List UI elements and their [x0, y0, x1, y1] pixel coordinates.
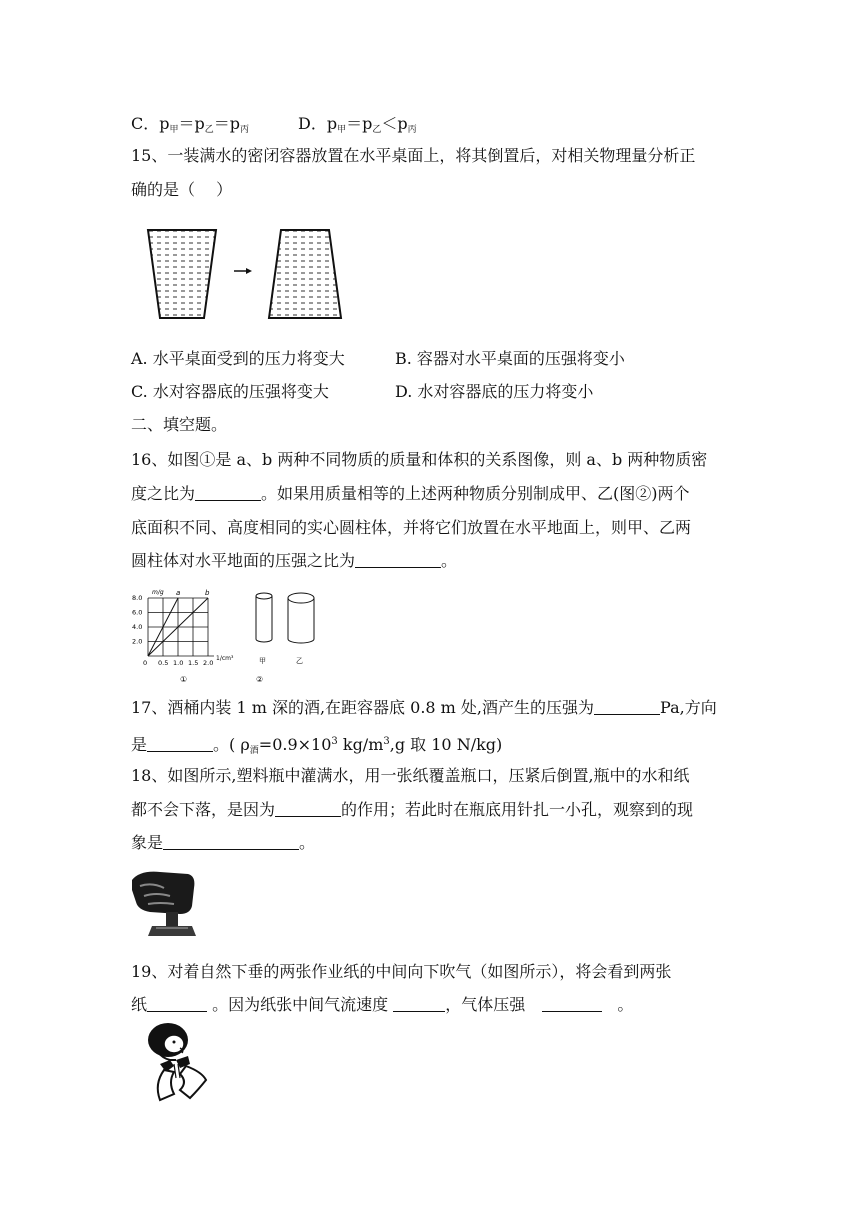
q15-option-b: B. 容器对水平桌面的压强将变小 [395, 349, 625, 368]
q17-blank-2[interactable] [147, 735, 213, 752]
q18-line1: 18、如图所示,塑料瓶中灌满水，用一张纸覆盖瓶口，压紧后倒置,瓶中的水和纸 [131, 766, 690, 785]
q16-blank-1[interactable] [195, 484, 261, 501]
xtick: 1.0 [173, 659, 184, 667]
x-axis-unit: 1/cm³ [216, 655, 234, 662]
paper-right [180, 1066, 206, 1098]
q14-option-d: D．$p_甲=p_乙<p_丙$ [298, 114, 417, 135]
q19-line2: 纸 。因为纸张中间气流速度 ，气体压强 。 [131, 995, 634, 1014]
q18-blank-1[interactable] [275, 800, 341, 817]
paper-left [158, 1070, 174, 1100]
cylinder-jia-label: 甲 [259, 657, 266, 665]
xtick: 1.5 [188, 659, 199, 667]
q16-figure [128, 584, 328, 686]
xtick: 2.0 [203, 659, 214, 667]
q18-bottle-figure [130, 866, 200, 942]
xtick: 0 [143, 659, 148, 667]
q16-blank-2[interactable] [355, 551, 441, 568]
cylinder-jia [256, 596, 272, 642]
q14-option-c: C．$p_甲=p_乙=p_丙$ [131, 114, 250, 135]
q19-blank-3[interactable] [542, 995, 602, 1012]
ytick: 6.0 [132, 608, 143, 617]
label-a: a [176, 589, 181, 597]
container-inverted [269, 230, 341, 318]
q15-stem-line2: 确的是（ ） [131, 180, 233, 199]
ytick: 4.0 [132, 623, 143, 631]
q18-line3: 象是 。 [131, 833, 316, 852]
q19-blank-1[interactable] [147, 995, 207, 1012]
section-title: 二、填空题。 [131, 415, 228, 434]
ytick: 8.0 [132, 594, 143, 602]
label-b: b [205, 589, 210, 597]
q15-container-figure [140, 222, 360, 322]
q19-blank-2[interactable] [393, 995, 445, 1012]
y-axis-label: m/g [152, 589, 164, 596]
cylinders-figure [256, 593, 314, 643]
figure-1-label: ① [180, 675, 188, 684]
q15-option-c: C. 水对容器底的压强将变大 [131, 382, 329, 401]
q18-line2: 都不会下落，是因为 的作用；若此时在瓶底用针扎一小孔，观察到的现 [131, 800, 694, 819]
hand-icon [132, 872, 194, 914]
q15-option-d: D. 水对容器底的压力将变小 [395, 382, 594, 401]
q17-line2: 是 。( $\rho_酒=0.9\times 10^3$ $kg/m^3,g$ 取 10 N/kg) [131, 735, 503, 756]
ytick: 2.0 [132, 637, 143, 646]
q19-blowing-figure [140, 1020, 220, 1104]
cylinder-yi-label: 乙 [296, 657, 303, 665]
mass-volume-graph [132, 589, 234, 684]
q16-line3: 底面积不同、高度相同的实心圆柱体，并将它们放置在水平地面上，则甲、乙两 [131, 518, 692, 537]
q16-line1: 16、如图①是 a、b 两种不同物质的质量和体积的关系图像，则 a、b 两种物质密 [131, 450, 708, 469]
q18-blank-2[interactable] [163, 833, 299, 850]
figure-2-label: ② [256, 675, 264, 684]
q17-blank-1[interactable] [594, 698, 660, 715]
q16-line2: 度之比为 。如果用质量相等的上述两种物质分别制成甲、乙(图②)两个 [131, 484, 690, 503]
q15-option-a: A. 水平桌面受到的压力将变大 [131, 349, 345, 368]
q15-stem-line1: 15、一装满水的密闭容器放置在水平桌面上，将其倒置后，对相关物理量分析正 [131, 146, 696, 165]
cylinder-yi [288, 598, 314, 643]
xtick: 0.5 [158, 659, 169, 667]
q17-line1: 17、酒桶内装 1 m 深的酒,在距容器底 0.8 m 处,酒产生的压强为 Pa,方向 [131, 698, 717, 717]
q16-line4: 圆柱体对水平地面的压强之比为 。 [131, 551, 458, 570]
q19-line1: 19、对着自然下垂的两张作业纸的中间向下吹气（如图所示），将会看到两张 [131, 962, 672, 981]
container-upright [148, 230, 216, 318]
bottle-neck [166, 912, 178, 926]
